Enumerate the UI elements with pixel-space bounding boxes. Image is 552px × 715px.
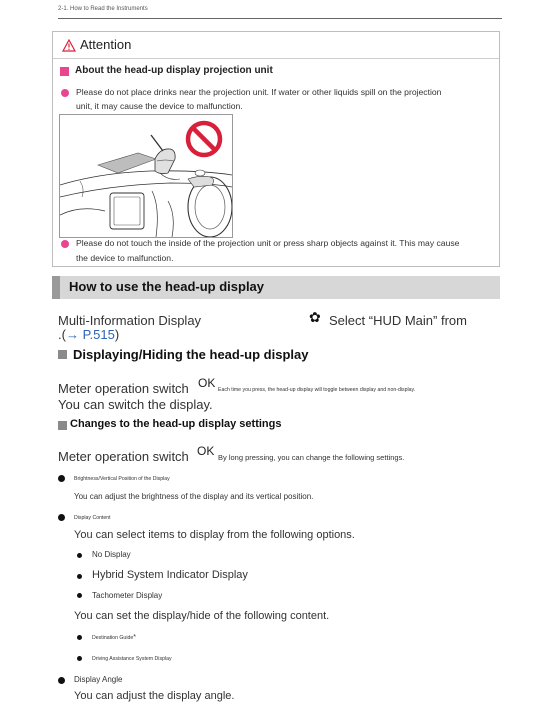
display-hide-heading: Displaying/Hiding the head-up display (73, 347, 309, 362)
subheading-marker (60, 67, 69, 76)
content-option: No Display (92, 550, 131, 559)
list-bullet (58, 514, 65, 521)
setting-item-desc: You can adjust the display angle. (74, 690, 235, 702)
list-bullet (58, 677, 65, 684)
projection-unit-illustration (59, 114, 233, 238)
display-hide-line-2: You can switch the display. (58, 397, 213, 412)
intro-right-text: Select “HUD Main” from (329, 313, 467, 328)
settings-switch-label: Meter operation switch (58, 449, 189, 464)
section-title: How to use the head-up display (69, 279, 265, 294)
attention-bullet-1-line-2: unit, it may cause the device to malfunction. (76, 101, 243, 111)
section-header-accent (52, 276, 60, 299)
display-hide-switch-label: Meter operation switch (58, 381, 189, 396)
show-hide-item: Driving Assistance System Display (92, 656, 172, 662)
header-divider (58, 18, 502, 19)
list-bullet (58, 475, 65, 482)
running-header: 2-1. How to Read the Instruments (58, 6, 148, 12)
dashboard-drawing (60, 115, 232, 237)
sub-bullet (77, 656, 82, 661)
page-reference-link[interactable]: → P.515 (65, 327, 115, 342)
sub-bullet (77, 553, 82, 558)
gear-icon: ✿ (309, 309, 321, 325)
heading-marker (58, 421, 67, 430)
ok-button-label: OK (197, 444, 215, 458)
attention-box (52, 31, 500, 267)
attention-title: Attention (80, 37, 132, 52)
content-option: Tachometer Display (92, 591, 163, 600)
display-hide-note: Each time you press, the head-up display will toggle between display and non-display. (218, 387, 416, 393)
settings-note: By long pressing, you can change the following settings. (218, 453, 405, 462)
intro-left-line-1: Multi-Information Display (58, 313, 202, 328)
setting-item-label: Brightness/Vertical Position of the Display (74, 476, 170, 482)
intro-left-line-2: .(→ P.515) (58, 327, 120, 342)
heading-marker (58, 350, 67, 359)
bullet-marker (61, 89, 69, 97)
settings-heading: Changes to the head-up display settings (70, 418, 282, 430)
attention-title-bar (53, 32, 499, 59)
setting-item-desc: You can select items to display from the following options. (74, 529, 355, 541)
sub-bullet (77, 574, 82, 579)
attention-subheading: About the head-up display projection unit (75, 65, 273, 76)
setting-item-label: Display Angle (74, 675, 123, 684)
sub-bullet (77, 635, 82, 640)
bullet-marker (61, 240, 69, 248)
attention-bullet-1-line-1: Please do not place drinks near the projection unit. If water or other liquids spill on the projection (76, 87, 442, 97)
attention-bullet-2-line-2: the device to malfunction. (76, 253, 174, 263)
setting-item-label: Display Content (74, 515, 111, 521)
sub-bullet (77, 593, 82, 598)
ok-button-label: OK (198, 376, 216, 390)
show-hide-item: Destination Guide* (92, 634, 136, 641)
attention-bullet-2-line-1: Please do not touch the inside of the projection unit or press sharp objects against it. This may cause (76, 238, 460, 248)
content-option: Hybrid System Indicator Display (92, 569, 248, 581)
warning-triangle-icon (62, 39, 76, 52)
show-hide-intro: You can set the display/hide of the following content. (74, 610, 330, 622)
setting-item-desc: You can adjust the brightness of the display and its vertical position. (74, 492, 314, 501)
